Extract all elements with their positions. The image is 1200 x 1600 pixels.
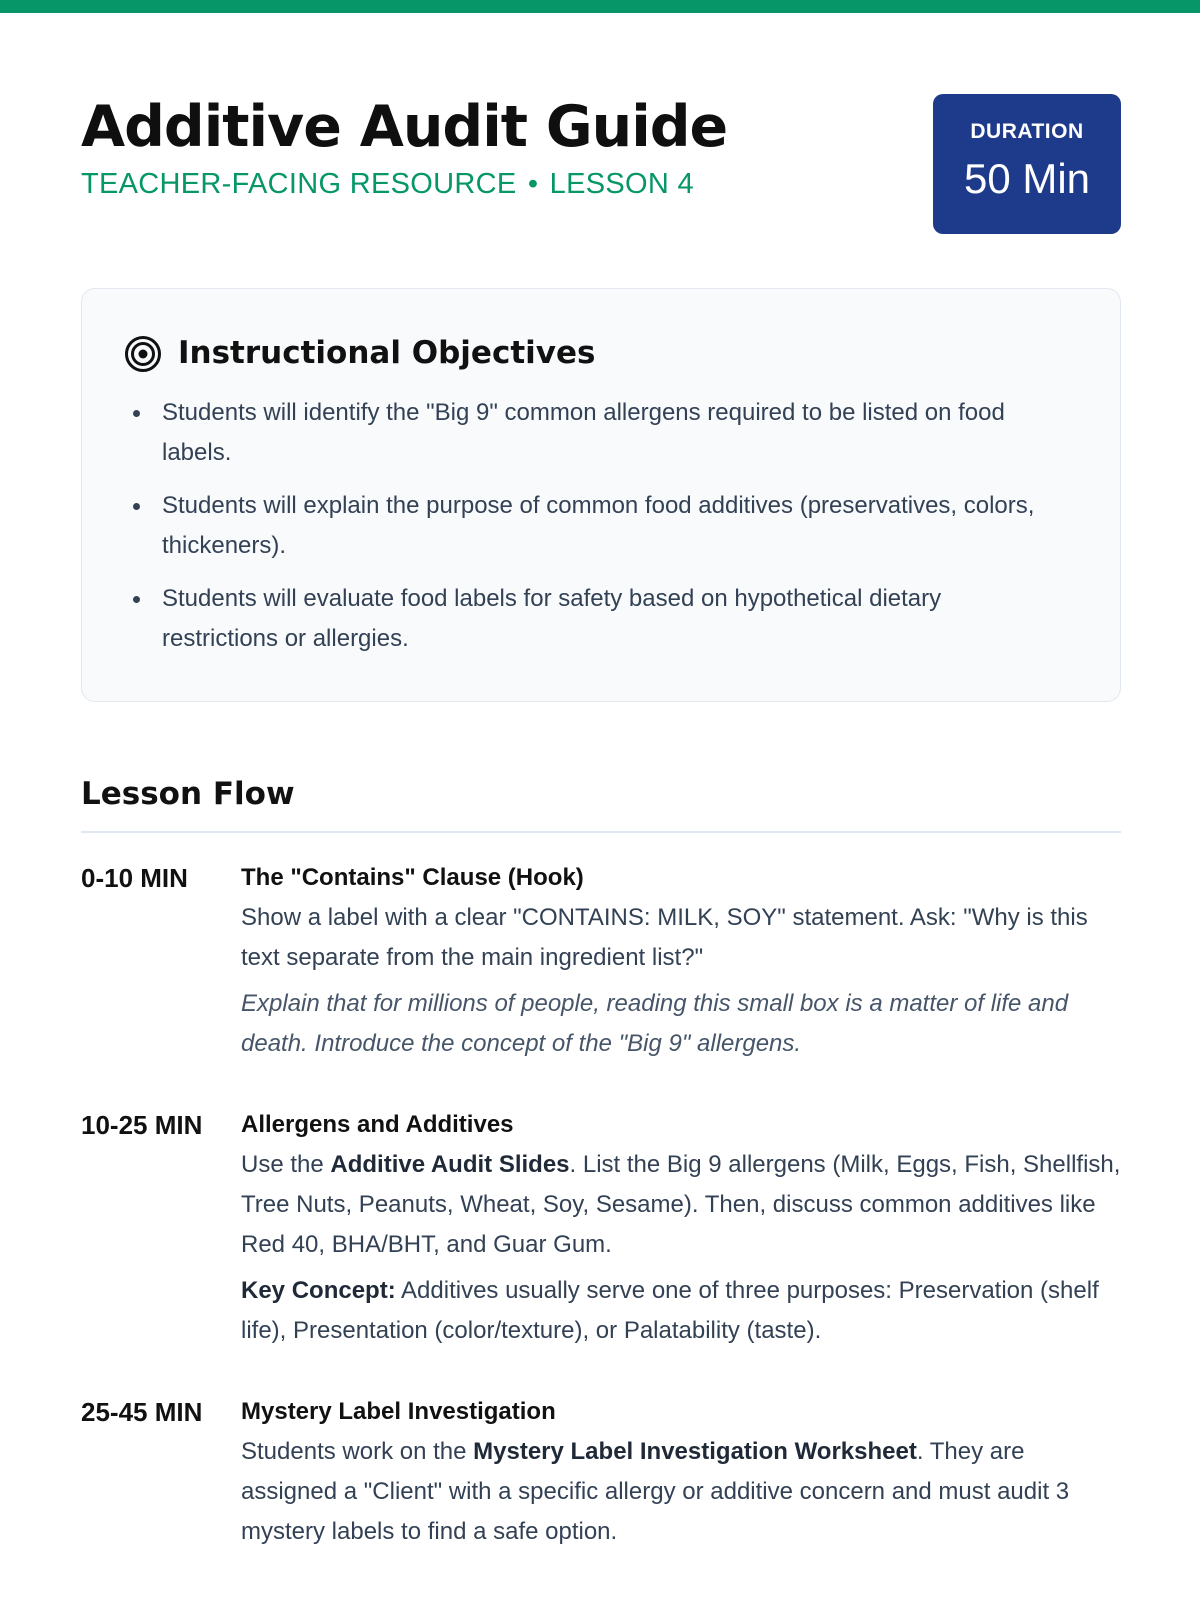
lesson-flow-title: Lesson Flow [81, 776, 295, 812]
objectives-list [122, 393, 1062, 672]
step-description-text: Use the [241, 1151, 331, 1178]
top-accent-bar [0, 0, 1200, 13]
step-time: 0-10 MIN [81, 863, 188, 893]
step-description [241, 1432, 1121, 1552]
key-concept [241, 1271, 1121, 1351]
objective-item: Students will identify the "Big 9" common allergens required to be listed on food labels. [122, 393, 1062, 473]
step-heading: Allergens and Additives [241, 1111, 514, 1138]
page-header [81, 92, 1121, 232]
lesson-number-label: LESSON 4 [549, 168, 694, 200]
step-body [241, 1392, 1121, 1552]
slides-resource-name: Additive Audit Slides [330, 1151, 570, 1178]
key-concept-label: Key Concept: [241, 1277, 396, 1304]
worksheet-resource-name: Mystery Label Investigation Worksheet [473, 1438, 917, 1465]
step-body [241, 1105, 1121, 1351]
step-heading: The "Contains" Clause (Hook) [241, 864, 584, 891]
objectives-title: Instructional Objectives [178, 335, 596, 371]
step-description-text: Students work on the [241, 1438, 474, 1465]
duration-label: DURATION [970, 120, 1084, 143]
duration-value: 50 Min [963, 155, 1091, 202]
subtitle-separator: • [527, 168, 539, 200]
step-description-text: . They are assigned a "Client" with a specific allergy or additive concern and must audit 3 mystery labels to find a safe option. [241, 1438, 1070, 1545]
step-description [241, 1145, 1121, 1265]
step-body [241, 858, 1121, 1064]
objective-item: Students will evaluate food labels for safety based on hypothetical dietary restrictions or allergies. [122, 579, 1062, 659]
page-title: Additive Audit Guide [81, 94, 728, 160]
resource-type-label: TEACHER-FACING RESOURCE [81, 168, 517, 200]
target-icon [124, 335, 162, 373]
step-description: Show a label with a clear "CONTAINS: MILK, SOY" statement. Ask: "Why is this text separate from the main ingredient list?" [241, 904, 1088, 971]
step-description-text: . List the Big 9 allergens (Milk, Eggs, Fish, Shellfish, Tree Nuts, Peanuts, Wheat, Soy, Sesame). Then, discuss common additives like Red 40, BHA/BHT, and Guar Gum. [241, 1151, 1121, 1258]
lesson-flow-divider [81, 831, 1121, 833]
key-concept-text: Additives usually serve one of three purposes: Preservation (shelf life), Presentation (color/texture), or Palatability (taste). [241, 1277, 1099, 1344]
step-heading: Mystery Label Investigation [241, 1398, 556, 1425]
step-time: 25-45 MIN [81, 1397, 203, 1427]
objectives-card [81, 288, 1121, 702]
step-time: 10-25 MIN [81, 1110, 203, 1140]
page-subtitle [81, 164, 694, 204]
objective-item: Students will explain the purpose of common food additives (preservatives, colors, thickeners). [122, 486, 1062, 566]
step-note: Explain that for millions of people, reading this small box is a matter of life and death. Introduce the concept of the "Big 9" allergens. [241, 990, 1069, 1057]
duration-badge [933, 94, 1121, 234]
